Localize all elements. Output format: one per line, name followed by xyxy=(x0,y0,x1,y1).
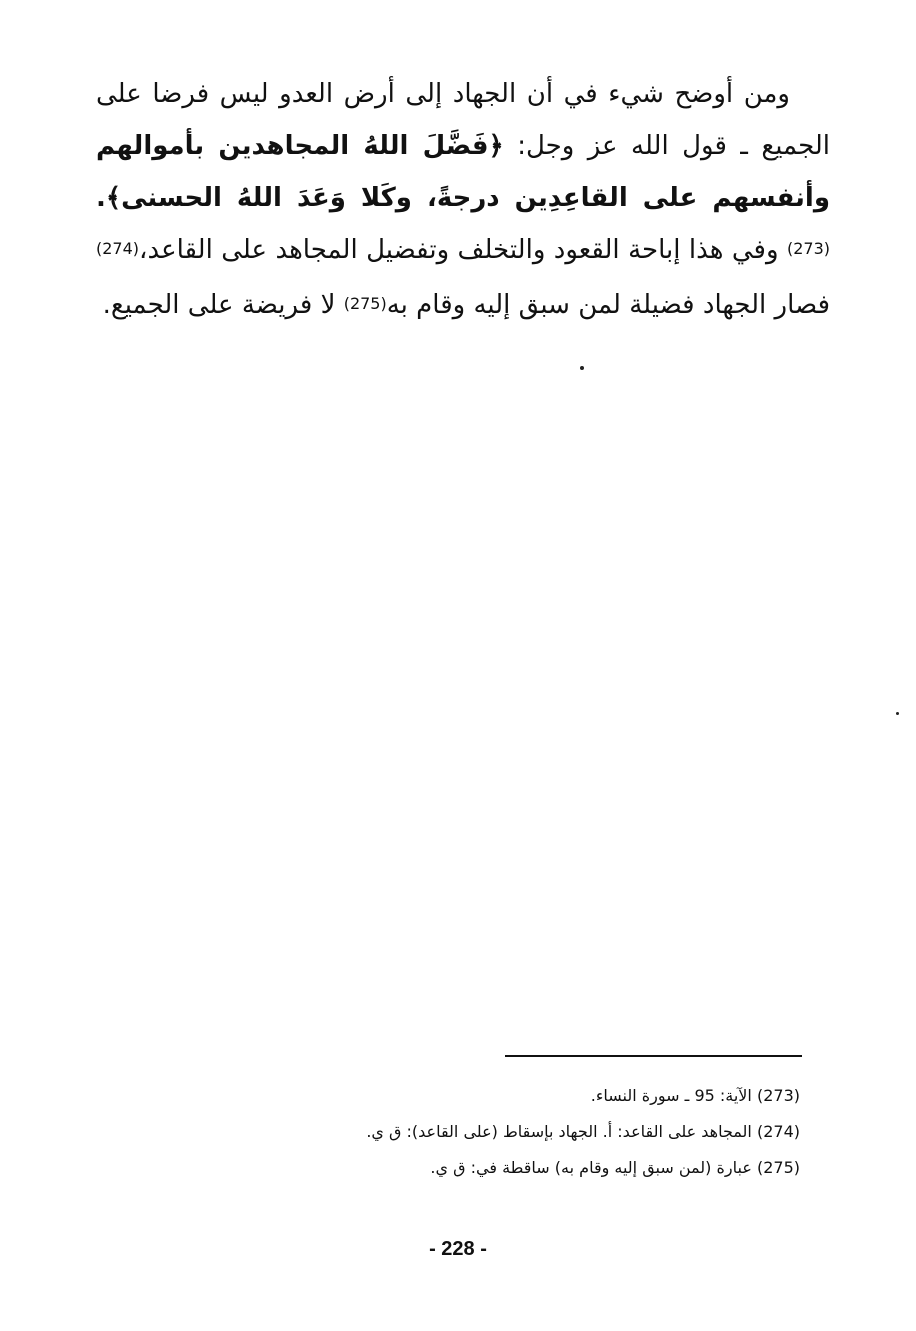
paragraph-end: لا فريضة على الجميع. xyxy=(102,290,336,320)
footnote-ref-275[interactable]: (275) xyxy=(343,294,387,313)
footnote-divider xyxy=(505,1055,802,1057)
page-number: - 228 - xyxy=(429,1238,487,1260)
stray-dot-mark xyxy=(896,712,899,715)
paragraph-continuation: وفي هذا إباحة القعود والتخلف وتفضيل المجاهد على القاعد، xyxy=(139,235,779,265)
stray-dot-mark xyxy=(580,366,584,370)
quran-quote: ﴿فَضَّلَ اللهُ المجاهدين بأموالهم وأنفسهم على القاعِدِين درجةً، وكَلا وَعَدَ اللهُ الحسنى﴾. xyxy=(96,131,830,213)
footnotes xyxy=(300,1078,800,1186)
footnote-274: (274) المجاهد على القاعد: أ. الجهاد بإسقاط (على القاعد): ق ي. xyxy=(366,1122,800,1141)
footnote-275: (275) عبارة (لمن سبق إليه وقام به) ساقطة في: ق ي. xyxy=(430,1158,800,1177)
footnote-ref-274[interactable]: (274) xyxy=(96,239,140,258)
paragraph-continuation-2: فصار الجهاد فضيلة لمن سبق إليه وقام به xyxy=(386,290,830,320)
footnote-ref-273[interactable]: (273) xyxy=(786,239,830,258)
paragraph xyxy=(96,68,830,334)
paragraph-intro: ومن أوضح شيء في أن الجهاد إلى أرض العدو ليس فرضا على الجميع ـ قول الله عز وجل: xyxy=(96,79,831,161)
footnote-273: (273) الآية: 95 ـ سورة النساء. xyxy=(590,1086,800,1105)
main-text xyxy=(96,68,830,334)
